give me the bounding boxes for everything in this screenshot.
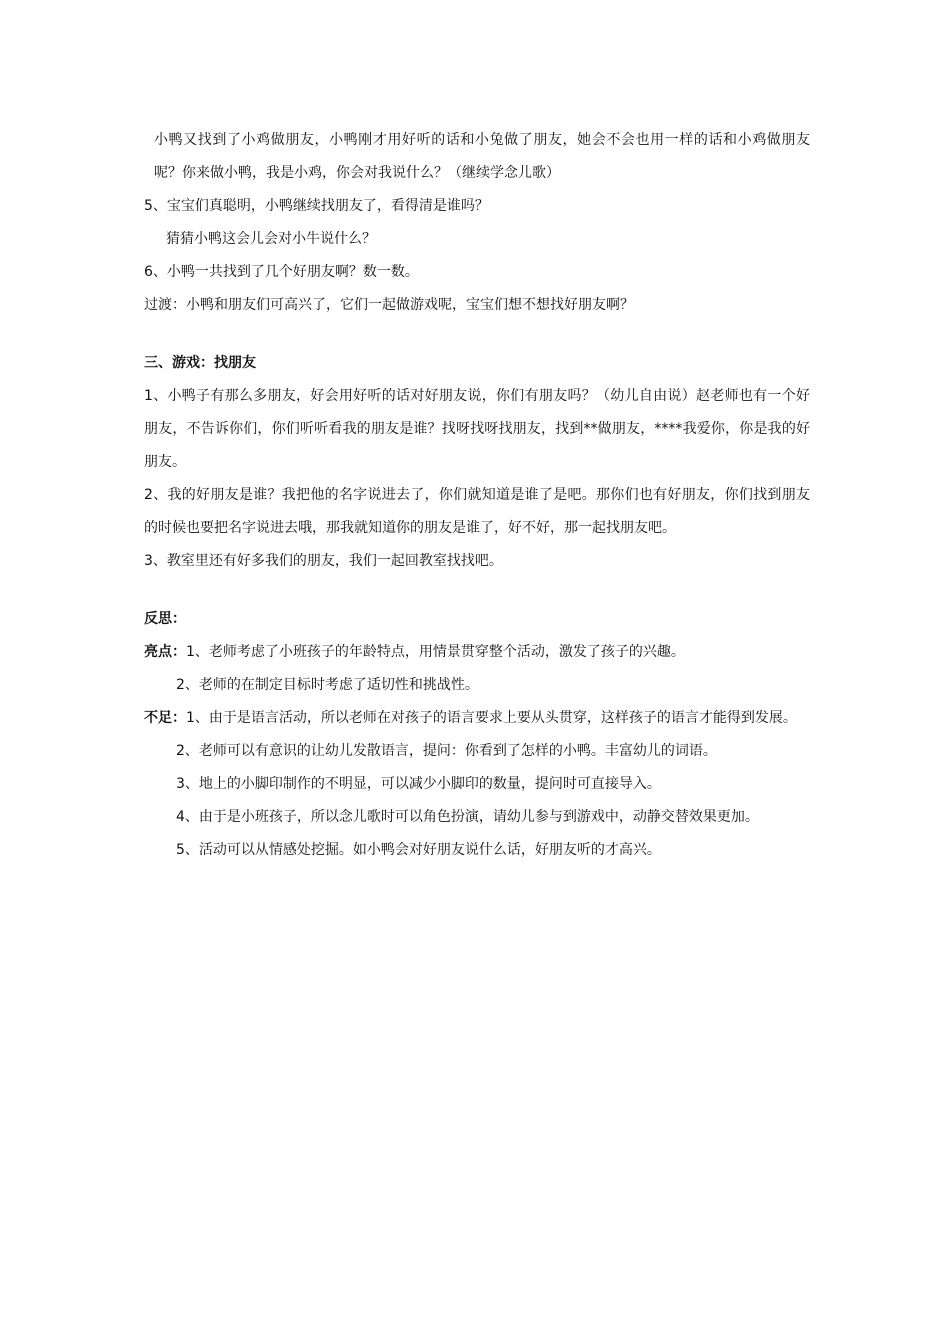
shortcoming-1-text: 1、由于是语言活动，所以老师在对孩子的语言要求上要从头贯穿，这样孩子的语言才能得到发展。 <box>186 710 797 726</box>
game-item-1: 1、小鸭子有那么多朋友，好会用好听的话对好朋友说，你们有朋友吗？（幼儿自由说）赵老师也有一个好朋友，不告诉你们，你们听听看我的朋友是谁？找呀找呀找朋友，找到**做朋友，****我爱你，你是我的好朋友。 <box>144 388 810 470</box>
shortcoming-3: 3、地上的小脚印制作的不明显，可以减少小脚印的数量，提问时可直接导入。 <box>176 776 661 792</box>
game-item-3: 3、教室里还有好多我们的朋友，我们一起回教室找找吧。 <box>144 553 503 569</box>
shortcomings-label: 不足： <box>144 710 186 726</box>
list-item-5: 5、宝宝们真聪明，小鸭继续找朋友了，看得清是谁吗？ <box>144 198 489 214</box>
spacer <box>144 322 810 347</box>
highlight-1-text: 1、老师考虑了小班孩子的年龄特点，用情景贯穿整个活动，激发了孩子的兴趣。 <box>186 644 685 660</box>
paragraph-duck-chick: 小鸭又找到了小鸡做朋友，小鸭刚才用好听的话和小兔做了朋友，她会不会也用一样的话和小鸡做朋友呢？你来做小鸭，我是小鸡，你会对我说什么？（继续学念儿歌） <box>154 132 810 181</box>
section-heading-game: 三、游戏：找朋友 <box>144 355 256 371</box>
highlights-label: 亮点： <box>144 644 186 660</box>
transition-text: 过渡：小鸭和朋友们可高兴了，它们一起做游戏呢，宝宝们想不想找好朋友啊？ <box>144 297 634 313</box>
spacer <box>144 578 810 603</box>
section-heading-reflection: 反思： <box>144 611 186 627</box>
shortcoming-5: 5、活动可以从情感处挖掘。如小鸭会对好朋友说什么话，好朋友听的才高兴。 <box>176 842 661 858</box>
list-item-5-sub: 猜猜小鸭这会儿会对小牛说什么？ <box>166 231 376 247</box>
shortcoming-1 <box>144 702 810 735</box>
highlight-1 <box>144 636 810 669</box>
highlight-2: 2、老师的在制定目标时考虑了适切性和挑战性。 <box>176 677 479 693</box>
shortcoming-2: 2、老师可以有意识的让幼儿发散语言，提问：你看到了怎样的小鸭。丰富幼儿的词语。 <box>176 743 717 759</box>
game-item-2: 2、我的好朋友是谁？我把他的名字说进去了，你们就知道是谁了是吧。那你们也有好朋友，你们找到朋友的时候也要把名字说进去哦，那我就知道你的朋友是谁了，好不好，那一起找朋友吧。 <box>144 487 810 536</box>
document-page <box>144 124 810 867</box>
shortcoming-4: 4、由于是小班孩子，所以念儿歌时可以角色扮演，请幼儿参与到游戏中，动静交替效果更加。 <box>176 809 759 825</box>
list-item-6: 6、小鸭一共找到了几个好朋友啊？数一数。 <box>144 264 419 280</box>
